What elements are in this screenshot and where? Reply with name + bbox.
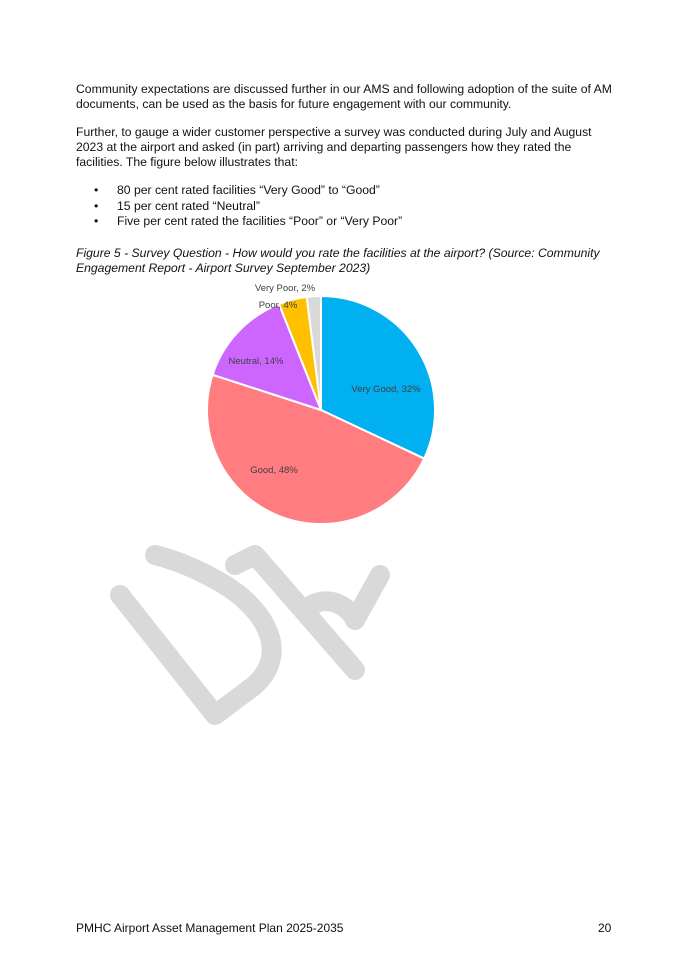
pie-label-very-poor: Very Poor, 2% [254,283,316,294]
figure-caption: Figure 5 - Survey Question - How would you rate the facilities at the airport? (Source: Community Engagement Report - Airport Survey September 2023) [76,246,600,275]
facilities-rating-pie-chart [190,280,450,530]
draft-watermark-icon [95,540,405,730]
pie-label-neutral: Neutral, 14% [228,356,284,367]
page-number: 20 [598,921,612,935]
paragraph-survey-intro: Further, to gauge a wider customer perspective a survey was conducted during July and August 2023 at the airport and asked (in part) arriving and departing passengers how they rated the facilities. The figure below illustrates that: [76,125,592,169]
pie-label-poor: Poor, 4% [258,300,298,311]
paragraph-community-expectations: Community expectations are discussed further in our AMS and following adoption of the suite of AM documents, can be used as the basis for future engagement with our community. [76,82,612,111]
pie-label-good: Good, 48% [250,465,298,476]
survey-results-list [94,183,402,230]
list-item: • 15 per cent rated “Neutral” [94,199,402,215]
pie-label-very-good: Very Good, 32% [351,384,421,395]
list-item: • 80 per cent rated facilities “Very Good” to “Good” [94,183,402,199]
footer-document-title: PMHC Airport Asset Management Plan 2025-2035 [76,921,344,935]
list-item: • Five per cent rated the facilities “Poor” or “Very Poor” [94,214,402,230]
